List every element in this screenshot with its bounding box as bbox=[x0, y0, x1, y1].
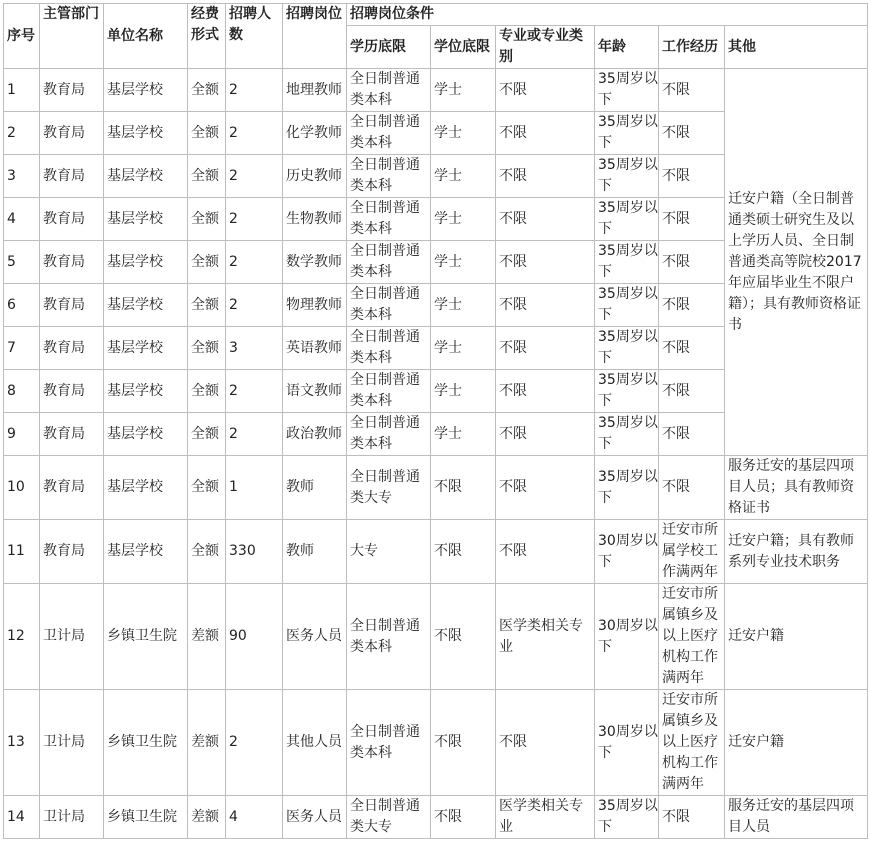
cell-major: 医学类相关专业 bbox=[496, 584, 595, 690]
cell-seq: 12 bbox=[4, 584, 40, 690]
table-row bbox=[4, 520, 868, 584]
cell-experience: 不限 bbox=[659, 796, 725, 839]
cell-count: 2 bbox=[226, 690, 283, 796]
cell-count: 2 bbox=[226, 370, 283, 413]
cell-major: 不限 bbox=[496, 155, 595, 198]
table-body bbox=[4, 69, 868, 839]
table-row bbox=[4, 584, 868, 690]
cell-major: 不限 bbox=[496, 284, 595, 327]
cell-age: 35周岁以下 bbox=[595, 112, 659, 155]
cell-dept: 教育局 bbox=[40, 370, 104, 413]
cell-post: 政治教师 bbox=[283, 413, 347, 456]
cell-funding: 差额 bbox=[188, 796, 226, 839]
cell-post: 物理教师 bbox=[283, 284, 347, 327]
cell-dept: 教育局 bbox=[40, 284, 104, 327]
cell-degree: 学士 bbox=[431, 198, 496, 241]
cell-post: 地理教师 bbox=[283, 69, 347, 112]
header-post: 招聘岗位 bbox=[283, 4, 347, 69]
cell-experience: 不限 bbox=[659, 327, 725, 370]
cell-age: 35周岁以下 bbox=[595, 796, 659, 839]
cell-age: 35周岁以下 bbox=[595, 413, 659, 456]
cell-funding: 全额 bbox=[188, 112, 226, 155]
cell-post: 数学教师 bbox=[283, 241, 347, 284]
cell-major: 不限 bbox=[496, 112, 595, 155]
cell-experience: 不限 bbox=[659, 241, 725, 284]
cell-dept: 教育局 bbox=[40, 456, 104, 520]
cell-degree: 不限 bbox=[431, 796, 496, 839]
cell-experience: 不限 bbox=[659, 284, 725, 327]
cell-experience: 不限 bbox=[659, 69, 725, 112]
cell-degree: 学士 bbox=[431, 155, 496, 198]
cell-post: 生物教师 bbox=[283, 198, 347, 241]
cell-experience: 不限 bbox=[659, 413, 725, 456]
cell-unit: 基层学校 bbox=[104, 155, 188, 198]
cell-seq: 2 bbox=[4, 112, 40, 155]
header-other: 其他 bbox=[725, 26, 868, 69]
cell-unit: 基层学校 bbox=[104, 284, 188, 327]
cell-major: 不限 bbox=[496, 198, 595, 241]
cell-age: 35周岁以下 bbox=[595, 327, 659, 370]
header-unit: 单位名称 bbox=[104, 4, 188, 69]
cell-seq: 9 bbox=[4, 413, 40, 456]
cell-dept: 教育局 bbox=[40, 241, 104, 284]
header-experience: 工作经历 bbox=[659, 26, 725, 69]
cell-funding: 全额 bbox=[188, 241, 226, 284]
cell-education: 全日制普通类大专 bbox=[347, 796, 431, 839]
cell-funding: 全额 bbox=[188, 198, 226, 241]
cell-education: 全日制普通类本科 bbox=[347, 241, 431, 284]
cell-major: 医学类相关专业 bbox=[496, 796, 595, 839]
cell-count: 90 bbox=[226, 584, 283, 690]
cell-seq: 8 bbox=[4, 370, 40, 413]
cell-count: 2 bbox=[226, 413, 283, 456]
cell-post: 其他人员 bbox=[283, 690, 347, 796]
cell-unit: 基层学校 bbox=[104, 520, 188, 584]
cell-funding: 全额 bbox=[188, 327, 226, 370]
header-dept: 主管部门 bbox=[40, 4, 104, 69]
cell-dept: 卫计局 bbox=[40, 796, 104, 839]
cell-major: 不限 bbox=[496, 69, 595, 112]
cell-unit: 基层学校 bbox=[104, 69, 188, 112]
cell-education: 全日制普通类本科 bbox=[347, 69, 431, 112]
cell-count: 2 bbox=[226, 284, 283, 327]
cell-count: 4 bbox=[226, 796, 283, 839]
cell-education: 全日制普通类本科 bbox=[347, 327, 431, 370]
cell-dept: 教育局 bbox=[40, 413, 104, 456]
header-count: 招聘人数 bbox=[226, 4, 283, 69]
cell-count: 2 bbox=[226, 241, 283, 284]
cell-experience: 不限 bbox=[659, 112, 725, 155]
cell-education: 全日制普通类本科 bbox=[347, 690, 431, 796]
cell-unit: 基层学校 bbox=[104, 241, 188, 284]
table-row bbox=[4, 690, 868, 796]
cell-degree: 学士 bbox=[431, 284, 496, 327]
cell-experience: 不限 bbox=[659, 370, 725, 413]
header-age: 年龄 bbox=[595, 26, 659, 69]
cell-post: 教师 bbox=[283, 520, 347, 584]
cell-funding: 全额 bbox=[188, 370, 226, 413]
cell-seq: 11 bbox=[4, 520, 40, 584]
header-conditions-group: 招聘岗位条件 bbox=[347, 4, 868, 26]
cell-age: 30周岁以下 bbox=[595, 520, 659, 584]
cell-major: 不限 bbox=[496, 456, 595, 520]
cell-dept: 教育局 bbox=[40, 112, 104, 155]
cell-experience: 不限 bbox=[659, 155, 725, 198]
cell-degree: 不限 bbox=[431, 584, 496, 690]
cell-age: 35周岁以下 bbox=[595, 241, 659, 284]
cell-degree: 学士 bbox=[431, 413, 496, 456]
header-funding: 经费形式 bbox=[188, 4, 226, 69]
cell-age: 35周岁以下 bbox=[595, 370, 659, 413]
cell-dept: 教育局 bbox=[40, 155, 104, 198]
cell-major: 不限 bbox=[496, 327, 595, 370]
cell-major: 不限 bbox=[496, 520, 595, 584]
cell-degree: 学士 bbox=[431, 327, 496, 370]
cell-education: 全日制普通类本科 bbox=[347, 584, 431, 690]
cell-count: 2 bbox=[226, 112, 283, 155]
cell-age: 35周岁以下 bbox=[595, 284, 659, 327]
cell-funding: 全额 bbox=[188, 520, 226, 584]
cell-degree: 不限 bbox=[431, 520, 496, 584]
cell-count: 2 bbox=[226, 69, 283, 112]
table-row bbox=[4, 796, 868, 839]
cell-post: 语文教师 bbox=[283, 370, 347, 413]
cell-post: 历史教师 bbox=[283, 155, 347, 198]
cell-count: 2 bbox=[226, 198, 283, 241]
cell-education: 全日制普通类本科 bbox=[347, 413, 431, 456]
cell-count: 2 bbox=[226, 155, 283, 198]
cell-dept: 教育局 bbox=[40, 69, 104, 112]
cell-count: 3 bbox=[226, 327, 283, 370]
cell-dept: 卫计局 bbox=[40, 690, 104, 796]
cell-funding: 全额 bbox=[188, 155, 226, 198]
cell-post: 英语教师 bbox=[283, 327, 347, 370]
cell-major: 不限 bbox=[496, 690, 595, 796]
cell-unit: 基层学校 bbox=[104, 112, 188, 155]
cell-degree: 学士 bbox=[431, 112, 496, 155]
cell-funding: 全额 bbox=[188, 69, 226, 112]
cell-dept: 卫计局 bbox=[40, 584, 104, 690]
cell-other: 迁安户籍 bbox=[725, 690, 868, 796]
cell-major: 不限 bbox=[496, 370, 595, 413]
cell-unit: 基层学校 bbox=[104, 198, 188, 241]
cell-experience: 不限 bbox=[659, 198, 725, 241]
cell-experience: 迁安市所属镇乡及以上医疗机构工作满两年 bbox=[659, 690, 725, 796]
cell-degree: 学士 bbox=[431, 69, 496, 112]
cell-degree: 学士 bbox=[431, 241, 496, 284]
cell-post: 医务人员 bbox=[283, 796, 347, 839]
cell-age: 35周岁以下 bbox=[595, 69, 659, 112]
cell-education: 全日制普通类大专 bbox=[347, 456, 431, 520]
cell-other: 服务迁安的基层四项目人员 bbox=[725, 796, 868, 839]
cell-unit: 基层学校 bbox=[104, 327, 188, 370]
table-row bbox=[4, 456, 868, 520]
cell-funding: 全额 bbox=[188, 413, 226, 456]
cell-age: 30周岁以下 bbox=[595, 584, 659, 690]
cell-major: 不限 bbox=[496, 413, 595, 456]
cell-other: 服务迁安的基层四项目人员；具有教师资格证书 bbox=[725, 456, 868, 520]
cell-age: 35周岁以下 bbox=[595, 456, 659, 520]
cell-post: 医务人员 bbox=[283, 584, 347, 690]
cell-education: 全日制普通类本科 bbox=[347, 370, 431, 413]
header-degree: 学位底限 bbox=[431, 26, 496, 69]
cell-funding: 全额 bbox=[188, 456, 226, 520]
cell-seq: 7 bbox=[4, 327, 40, 370]
cell-major: 不限 bbox=[496, 241, 595, 284]
cell-other-merged: 迁安户籍（全日制普通类硕士研究生及以上学历人员、全日制普通类高等院校2017年应届毕业生不限户籍）；具有教师资格证书 bbox=[725, 69, 868, 456]
cell-seq: 13 bbox=[4, 690, 40, 796]
cell-funding: 全额 bbox=[188, 284, 226, 327]
cell-age: 30周岁以下 bbox=[595, 690, 659, 796]
recruitment-table bbox=[3, 3, 868, 839]
cell-unit: 基层学校 bbox=[104, 370, 188, 413]
cell-degree: 不限 bbox=[431, 690, 496, 796]
cell-experience: 不限 bbox=[659, 456, 725, 520]
cell-funding: 差额 bbox=[188, 584, 226, 690]
cell-degree: 学士 bbox=[431, 370, 496, 413]
cell-post: 化学教师 bbox=[283, 112, 347, 155]
cell-education: 大专 bbox=[347, 520, 431, 584]
cell-unit: 乡镇卫生院 bbox=[104, 796, 188, 839]
cell-age: 35周岁以下 bbox=[595, 155, 659, 198]
cell-unit: 乡镇卫生院 bbox=[104, 584, 188, 690]
cell-education: 全日制普通类本科 bbox=[347, 155, 431, 198]
cell-seq: 6 bbox=[4, 284, 40, 327]
table-row bbox=[4, 69, 868, 112]
cell-seq: 14 bbox=[4, 796, 40, 839]
cell-seq: 3 bbox=[4, 155, 40, 198]
cell-seq: 1 bbox=[4, 69, 40, 112]
cell-other: 迁安户籍；具有教师系列专业技术职务 bbox=[725, 520, 868, 584]
cell-education: 全日制普通类本科 bbox=[347, 198, 431, 241]
cell-dept: 教育局 bbox=[40, 198, 104, 241]
cell-experience: 迁安市所属镇乡及以上医疗机构工作满两年 bbox=[659, 584, 725, 690]
cell-seq: 5 bbox=[4, 241, 40, 284]
cell-unit: 乡镇卫生院 bbox=[104, 690, 188, 796]
cell-other: 迁安户籍 bbox=[725, 584, 868, 690]
cell-education: 全日制普通类本科 bbox=[347, 112, 431, 155]
cell-experience: 迁安市所属学校工作满两年 bbox=[659, 520, 725, 584]
table-header bbox=[4, 4, 868, 69]
cell-education: 全日制普通类本科 bbox=[347, 284, 431, 327]
cell-seq: 4 bbox=[4, 198, 40, 241]
header-seq: 序号 bbox=[4, 4, 40, 69]
cell-dept: 教育局 bbox=[40, 520, 104, 584]
header-education: 学历底限 bbox=[347, 26, 431, 69]
cell-post: 教师 bbox=[283, 456, 347, 520]
cell-degree: 不限 bbox=[431, 456, 496, 520]
cell-count: 1 bbox=[226, 456, 283, 520]
cell-count: 330 bbox=[226, 520, 283, 584]
cell-seq: 10 bbox=[4, 456, 40, 520]
cell-funding: 差额 bbox=[188, 690, 226, 796]
cell-unit: 基层学校 bbox=[104, 456, 188, 520]
header-major: 专业或专业类别 bbox=[496, 26, 595, 69]
cell-age: 35周岁以下 bbox=[595, 198, 659, 241]
cell-dept: 教育局 bbox=[40, 327, 104, 370]
cell-unit: 基层学校 bbox=[104, 413, 188, 456]
